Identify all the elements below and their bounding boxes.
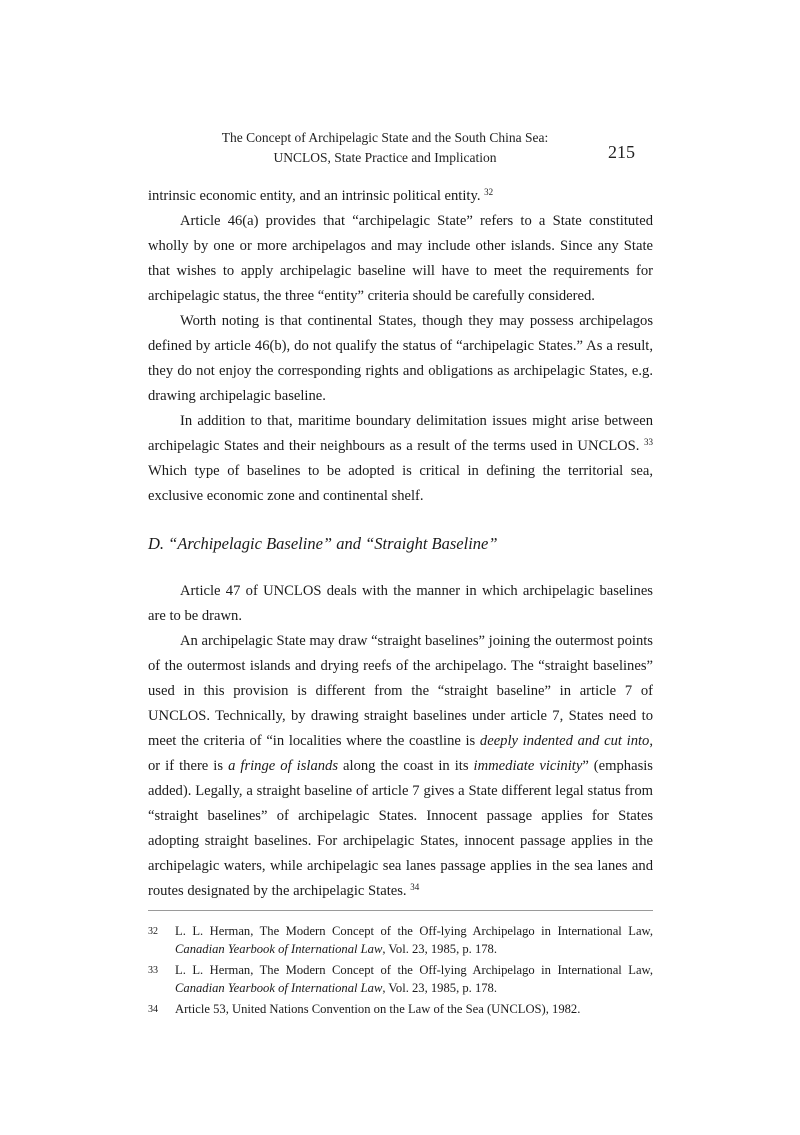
emphasis-deeply-indented: deeply indented and cut into <box>479 733 650 749</box>
footnote-number: 34 <box>148 1004 158 1015</box>
paragraph-4-text: In addition to that, maritime boundary delimitation issues might arise between archipelagic States and their neighbours as a result of the terms used in UNCLOS. <box>148 413 653 454</box>
paragraph-6-part-b: , or if there is <box>148 733 653 774</box>
footnote-citation: Article 53, United Nations Convention on the Law of the Sea (UNCLOS), 1982. <box>175 1002 581 1016</box>
paragraph-4 <box>148 409 653 509</box>
paragraph-1 <box>148 184 653 209</box>
footnote-text <box>175 961 653 997</box>
paragraph-6-part-c: along the coast in its <box>343 758 469 774</box>
footnote-citation-tail: , Vol. 23, 1985, p. 178. <box>382 942 497 956</box>
footnote-citation: L. L. Herman, The Modern Concept of the Off-lying Archipelago in International Law, <box>175 924 653 938</box>
footnote-citation-tail: , Vol. 23, 1985, p. 178. <box>382 981 497 995</box>
footnote-text <box>175 922 653 958</box>
body-text <box>148 184 653 904</box>
footnote <box>148 1000 653 1019</box>
footnote-citation: L. L. Herman, The Modern Concept of the Off-lying Archipelago in International Law, <box>175 963 653 977</box>
footnote-ref-34[interactable]: 34 <box>410 882 420 892</box>
footnote-journal: Canadian Yearbook of International Law <box>175 981 383 995</box>
footnote-ref-33[interactable]: 33 <box>644 437 653 447</box>
footnote-number: 33 <box>148 965 158 976</box>
emphasis-fringe-of-islands: a fringe of islands <box>228 758 339 774</box>
footnote-number: 32 <box>148 926 158 937</box>
paragraph-2: Article 46(a) provides that “archipelagic State” refers to a State constituted wholly by one or more archipelagos and may include other islands. Since any State that wishes to apply archipelagic baseline will have to meet the requirements for archipelagic status, the three “entity” criteria should be carefully considered. <box>148 213 653 304</box>
emphasis-immediate-vicinity: immediate vicinity <box>473 758 583 774</box>
footnotes <box>148 922 653 1022</box>
footnote-text <box>175 1000 653 1019</box>
paragraph-4-tail: Which type of baselines to be adopted is critical in defining the territorial sea, exclusive economic zone and continental shelf. <box>148 463 653 504</box>
footnote <box>148 961 653 997</box>
paragraph-3: Worth noting is that continental States, though they may possess archipelagos defined by article 46(b), do not qualify the status of “archipelagic States.” As a result, they do not enjoy the corresponding rights and obligations as archipelagic States, e.g. drawing archipelagic baseline. <box>148 313 653 404</box>
footnote-separator <box>148 910 653 911</box>
running-header <box>200 128 570 168</box>
running-header-line-1: The Concept of Archipelagic State and the South China Sea: <box>221 130 549 145</box>
running-header-line-2: UNCLOS, State Practice and Implication <box>273 150 497 165</box>
paragraph-6-part-d: ” (emphasis added). Legally, a straight baseline of article 7 gives a State different legal status from “straight baselines” of archipelagic States. Innocent passage applies for States adopting straight baselines. For archipelagic States, innocent passage applies in the archipelagic waters, while archipelagic sea lanes passage applies in the sea lanes and routes designated by the archipelagic States. <box>148 758 653 899</box>
section-heading: D. “Archipelagic Baseline” and “Straight Baseline” <box>148 534 498 553</box>
paragraph-5: Article 47 of UNCLOS deals with the manner in which archipelagic baselines are to be drawn. <box>148 583 653 624</box>
paragraph-1-text: intrinsic economic entity, and an intrinsic political entity. <box>148 188 481 204</box>
paragraph-6-part-a: An archipelagic State may draw “straight baselines” joining the outermost points of the outermost islands and drying reefs of the archipelago. The “straight baselines” used in this provision is different from the “straight baseline” in article 7 of UNCLOS. Technically, by drawing straight baselines under article 7, States need to meet the criteria of “in localities where the coastline is <box>148 633 653 749</box>
paragraph-6 <box>148 629 653 904</box>
footnote-ref-32[interactable]: 32 <box>484 187 494 197</box>
footnote <box>148 922 653 958</box>
footnote-journal: Canadian Yearbook of International Law <box>175 942 383 956</box>
page-number: 215 <box>608 142 635 162</box>
